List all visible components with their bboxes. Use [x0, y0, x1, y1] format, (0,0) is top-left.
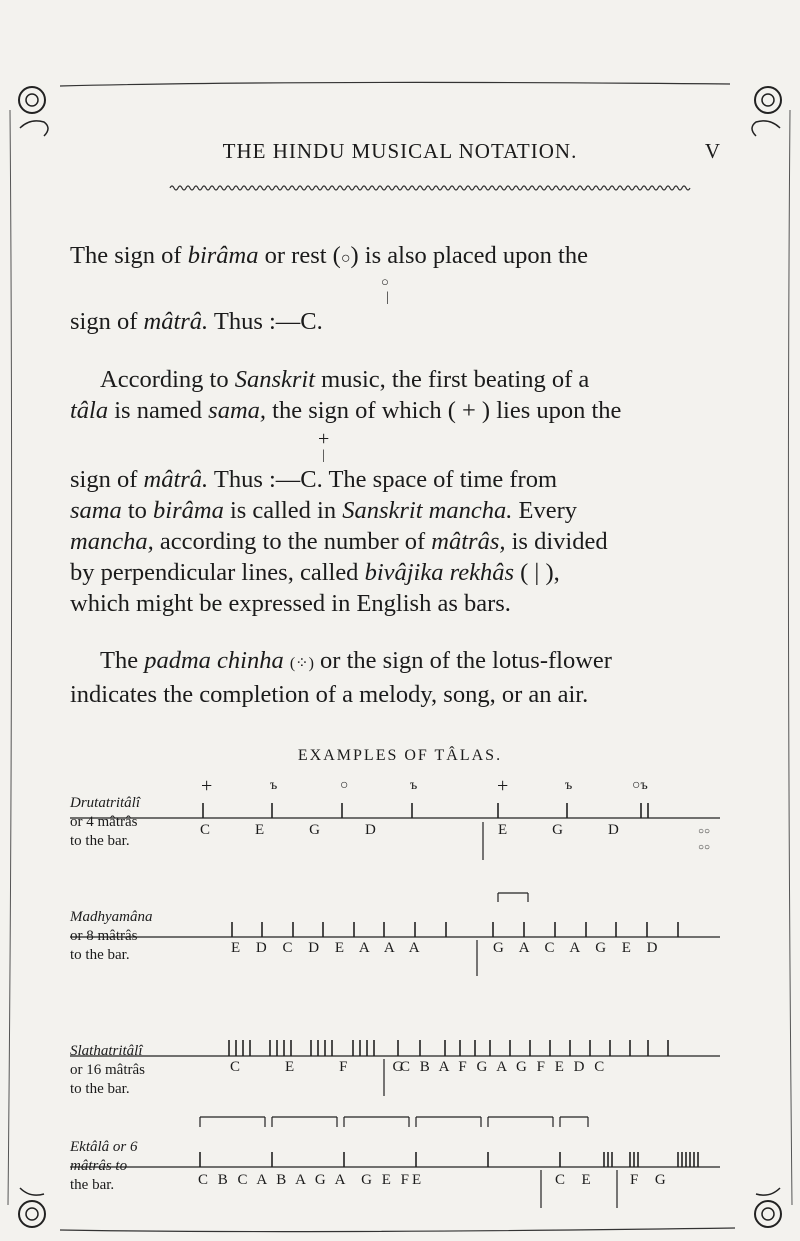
term: sama — [70, 497, 122, 524]
term: tâla — [70, 397, 109, 424]
text: sign of — [70, 308, 138, 335]
lotus-symbol: (⁘) — [289, 655, 314, 672]
notes-first-bar: C E F G — [230, 1059, 410, 1075]
page-number: V — [704, 139, 720, 163]
tala-mark: ъ — [410, 778, 418, 793]
tala-name: Slathatritâlî — [70, 1043, 143, 1059]
text: is divided — [511, 528, 608, 555]
notes-second-bar: E G D — [498, 822, 625, 838]
tala-mark: ъ — [565, 778, 573, 793]
text: by perpendicular lines, called — [70, 559, 359, 586]
examples-title: EXAMPLES OF TÂLAS. — [297, 747, 503, 764]
text: according to the number of — [159, 528, 426, 555]
sama-plus-mark: + — [318, 428, 330, 450]
rest-mark: ○ — [340, 778, 349, 793]
tala-sub: to the bar. — [70, 1081, 130, 1097]
tala-sub: to the bar. — [70, 947, 130, 963]
tala-name: Madhyamâna — [70, 909, 153, 925]
rest-mark: ○ъ — [632, 778, 648, 793]
text: which might be expressed in English as bars. — [70, 590, 511, 617]
text: or rest ( — [264, 242, 341, 269]
note-example: C. — [300, 308, 323, 335]
notes-first-bar: C E G D — [200, 822, 382, 838]
text: the sign of which ( + ) lies upon the — [272, 397, 622, 424]
term: mâtrâ. — [143, 308, 209, 335]
tala-sub: to the bar. — [70, 833, 130, 849]
text: indicates the completion of a melody, song, or an air. — [70, 681, 589, 708]
tala-sub: or 8 mâtrâs — [70, 928, 138, 944]
term: Sanskrit — [234, 366, 316, 393]
rest-symbol: ○ — [340, 250, 351, 267]
notes-second-bar: C E — [555, 1172, 594, 1188]
text: or the sign of the lotus-flower — [320, 647, 612, 674]
tala-sub: or 16 mâtrâs — [70, 1062, 145, 1078]
header-title: THE HINDU MUSICAL NOTATION. — [222, 139, 578, 163]
tala-sub: the bar. — [70, 1177, 115, 1193]
term: bivâjika rekhâs — [364, 559, 515, 586]
text: Thus :—C. The space of time from — [213, 466, 558, 493]
text: to — [127, 497, 147, 524]
sama-mark: + — [497, 775, 509, 797]
rest-mark: ○ — [381, 274, 389, 289]
lotus-mark: ○○ — [698, 826, 711, 837]
text: Thus :— — [213, 308, 301, 335]
term: mâtrâs, — [431, 528, 506, 555]
term: padma chinha — [144, 647, 284, 674]
stem-mark: | — [322, 448, 325, 463]
text: The sign of — [70, 242, 182, 269]
tala-name: Drutatritâlî — [70, 795, 141, 811]
notes-second-bar: G A C A G E D — [493, 940, 664, 956]
tala-mark: ъ — [270, 778, 278, 793]
notes-third-bar: F G — [630, 1172, 669, 1188]
stem-mark: | — [386, 290, 389, 305]
tala-name: Ektâlâ or 6 — [70, 1139, 138, 1155]
text: ( | ), — [520, 559, 560, 586]
term: sama, — [208, 397, 267, 424]
term: Sanskrit mancha. — [342, 497, 513, 524]
text: According to — [100, 366, 229, 393]
text: sign of — [70, 466, 138, 493]
sama-mark: + — [201, 775, 213, 797]
text: The — [100, 647, 139, 674]
text: is named — [114, 397, 203, 424]
term: mâtrâ. — [143, 466, 209, 493]
text: ) is also placed upon the — [350, 242, 588, 269]
text: music, the first beating of a — [321, 366, 590, 393]
tala-sub: mâtrâs to — [70, 1158, 128, 1174]
text: is called in — [229, 497, 337, 524]
term: birâma — [153, 497, 224, 524]
tala-sub: or 4 mâtrâs — [70, 814, 138, 830]
notes-second-bar: C B A F G A G F E D C — [400, 1059, 608, 1075]
lotus-mark: ○○ — [698, 842, 711, 853]
text: Every — [518, 497, 577, 524]
notes-first-bar: E D C D E A A A — [231, 940, 426, 956]
term: mancha, — [70, 528, 154, 555]
notes-first-bar: C B C A B A G A G E FE — [198, 1172, 425, 1188]
term: birâma — [187, 242, 259, 269]
